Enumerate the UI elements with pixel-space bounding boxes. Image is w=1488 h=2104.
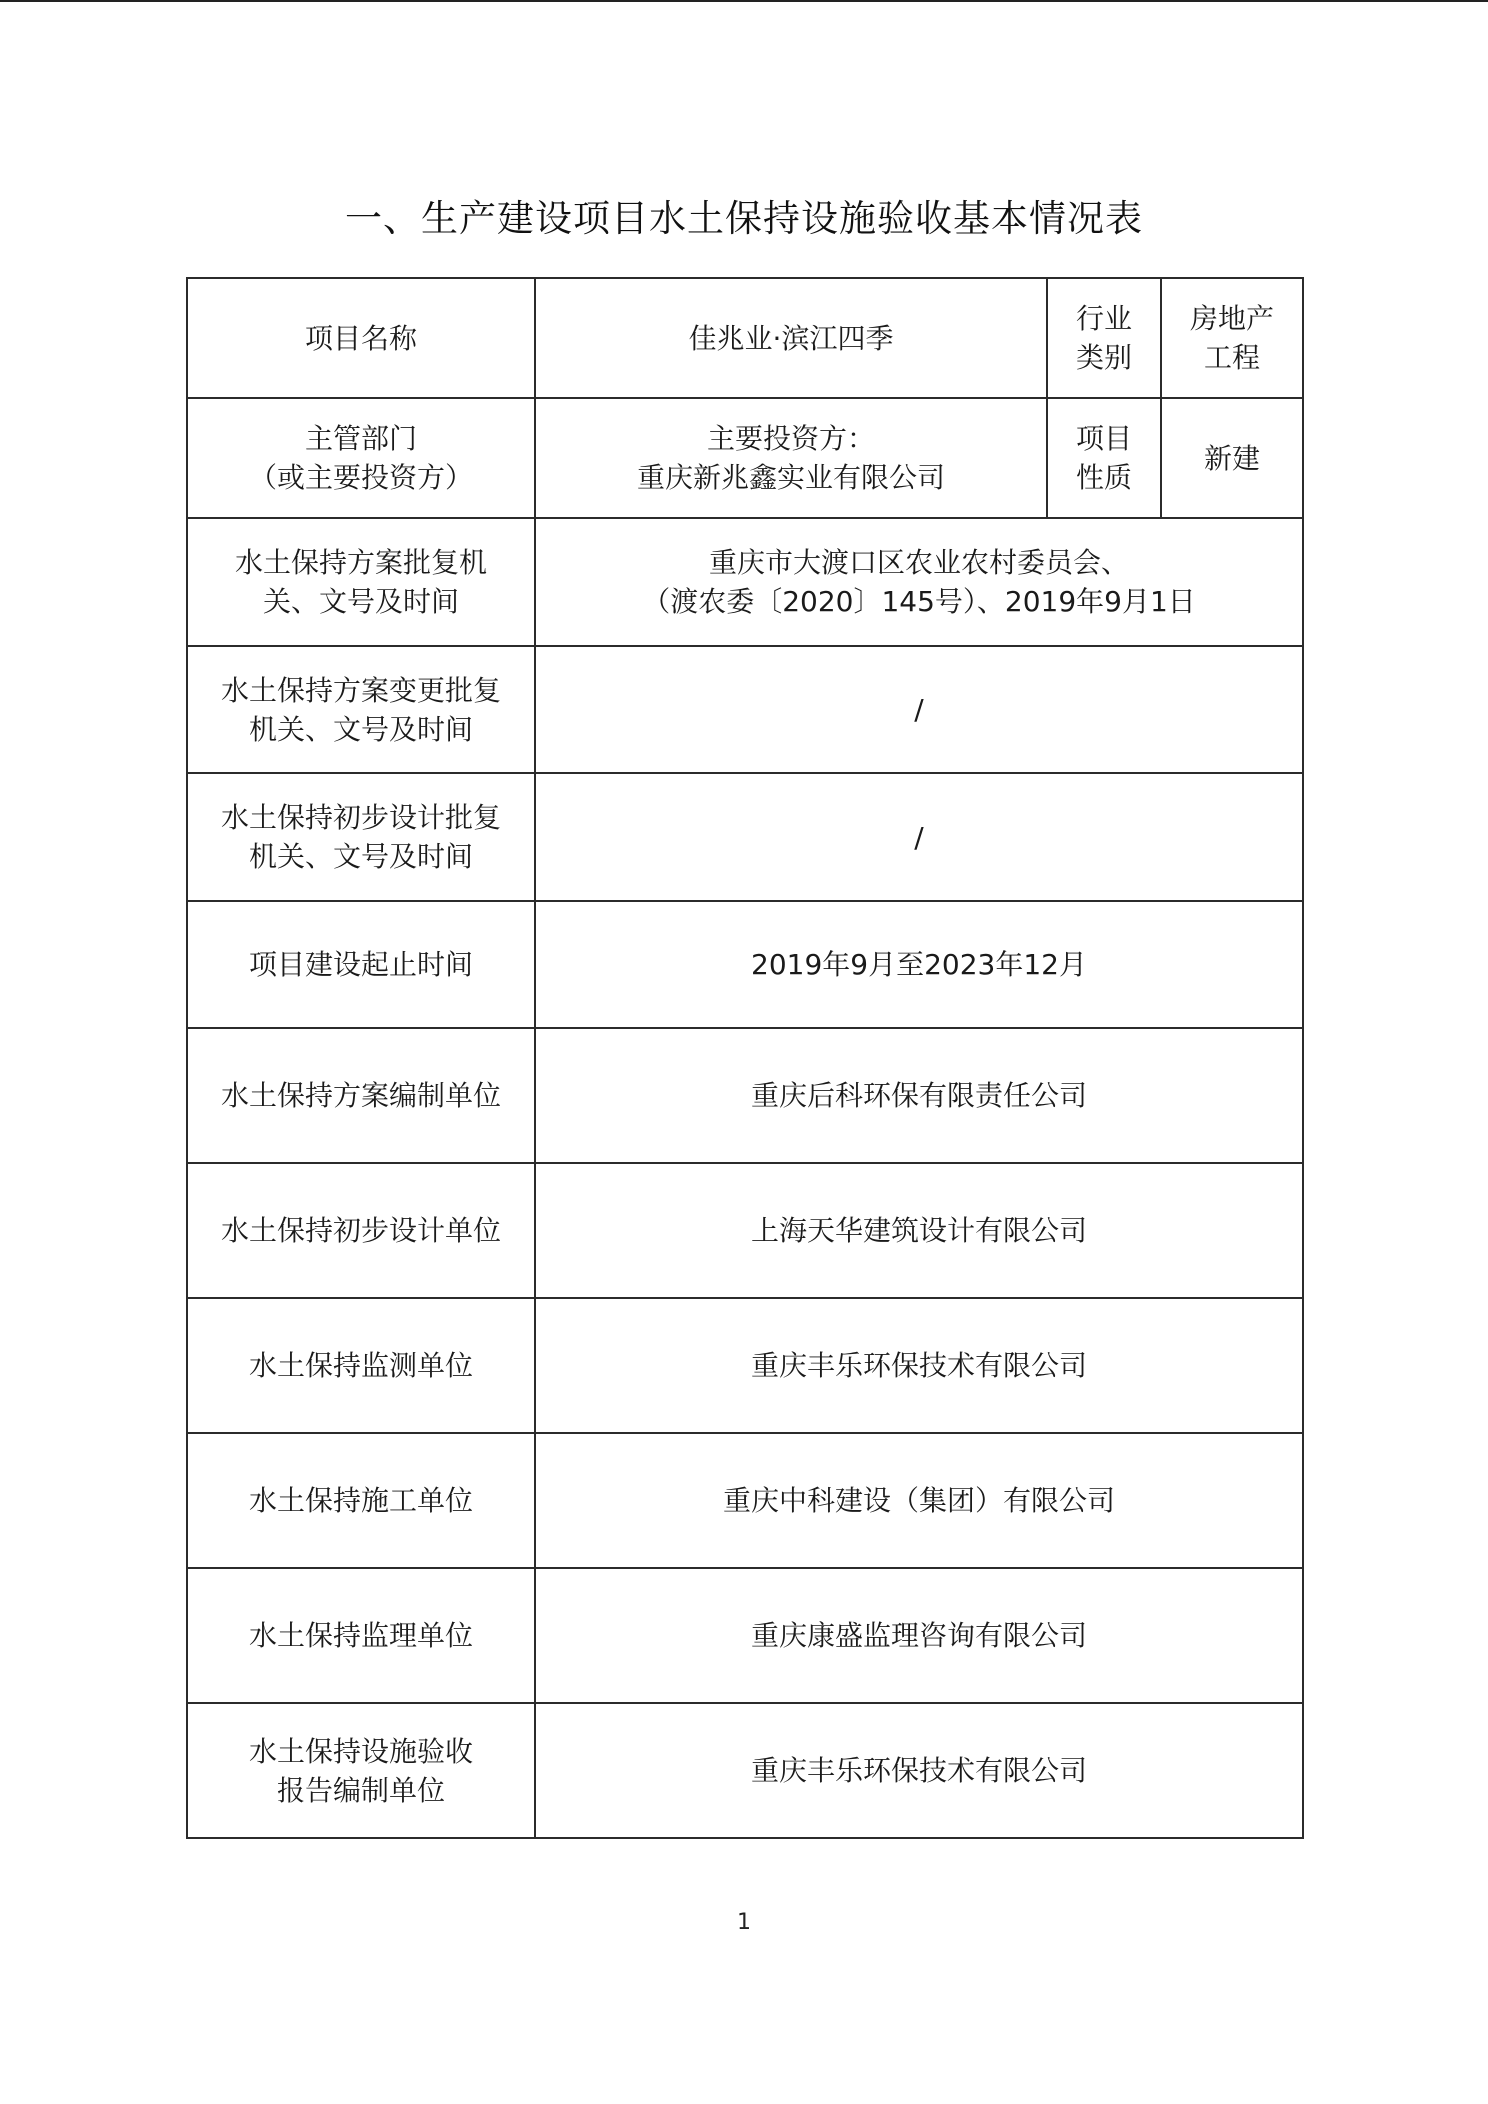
page-number: 1 <box>737 1910 751 1935</box>
design-unit-label: 水土保持初步设计单位 <box>187 1163 535 1298</box>
table-row-design-unit <box>187 1163 1303 1298</box>
table-row-authority <box>187 398 1303 518</box>
plan-approval-value-line2: （渡农委〔2020〕145号）、2019年9月1日 <box>642 585 1196 618</box>
plan-change-approval-label: 水土保持方案变更批复 机关、文号及时间 <box>187 646 535 773</box>
supervision-unit-value: 重庆康盛监理咨询有限公司 <box>535 1568 1303 1703</box>
construction-unit-value: 重庆中科建设（集团）有限公司 <box>535 1433 1303 1568</box>
plan-compiler-label: 水土保持方案编制单位 <box>187 1028 535 1163</box>
table-row-preliminary-design-approval <box>187 773 1303 901</box>
authority-value-line2: 重庆新兆鑫实业有限公司 <box>636 461 945 494</box>
supervision-unit-label: 水土保持监理单位 <box>187 1568 535 1703</box>
project-name-label: 项目名称 <box>187 278 535 398</box>
page-title: 一、生产建设项目水土保持设施验收基本情况表 <box>345 197 1143 240</box>
preliminary-design-approval-value: / <box>535 773 1303 901</box>
industry-category-value: 房地产 工程 <box>1161 278 1303 398</box>
design-unit-value: 上海天华建筑设计有限公司 <box>535 1163 1303 1298</box>
project-nature-value: 新建 <box>1161 398 1303 518</box>
monitoring-unit-label: 水土保持监测单位 <box>187 1298 535 1433</box>
plan-approval-value-line1: 重庆市大渡口区农业农村委员会、 <box>708 546 1129 579</box>
page-top-border <box>0 0 1488 2</box>
preliminary-design-approval-label: 水土保持初步设计批复 机关、文号及时间 <box>187 773 535 901</box>
authority-label: 主管部门 （或主要投资方） <box>187 398 535 518</box>
table-row-plan-change-approval <box>187 646 1303 773</box>
table-row-plan-compiler <box>187 1028 1303 1163</box>
acceptance-report-unit-value: 重庆丰乐环保技术有限公司 <box>535 1703 1303 1838</box>
project-name-value: 佳兆业·滨江四季 <box>535 278 1047 398</box>
construction-period-value: 2019年9月至2023年12月 <box>535 901 1303 1028</box>
table-row-construction-unit <box>187 1433 1303 1568</box>
project-nature-label: 项目 性质 <box>1047 398 1161 518</box>
table-row-plan-approval <box>187 518 1303 646</box>
monitoring-unit-value: 重庆丰乐环保技术有限公司 <box>535 1298 1303 1433</box>
table-row-construction-period <box>187 901 1303 1028</box>
acceptance-info-table <box>186 277 1304 1839</box>
plan-compiler-value: 重庆后科环保有限责任公司 <box>535 1028 1303 1163</box>
plan-change-approval-value: / <box>535 646 1303 773</box>
construction-unit-label: 水土保持施工单位 <box>187 1433 535 1568</box>
industry-category-label: 行业 类别 <box>1047 278 1161 398</box>
table-row-supervision-unit <box>187 1568 1303 1703</box>
authority-value <box>535 398 1047 518</box>
construction-period-label: 项目建设起止时间 <box>187 901 535 1028</box>
plan-approval-value <box>535 518 1303 646</box>
table-row-monitoring-unit <box>187 1298 1303 1433</box>
table-row-acceptance-report-unit <box>187 1703 1303 1838</box>
acceptance-report-unit-label: 水土保持设施验收 报告编制单位 <box>187 1703 535 1838</box>
table-row-project-name <box>187 278 1303 398</box>
plan-approval-label: 水土保持方案批复机 关、文号及时间 <box>187 518 535 646</box>
authority-value-line1: 主要投资方： <box>706 422 875 455</box>
